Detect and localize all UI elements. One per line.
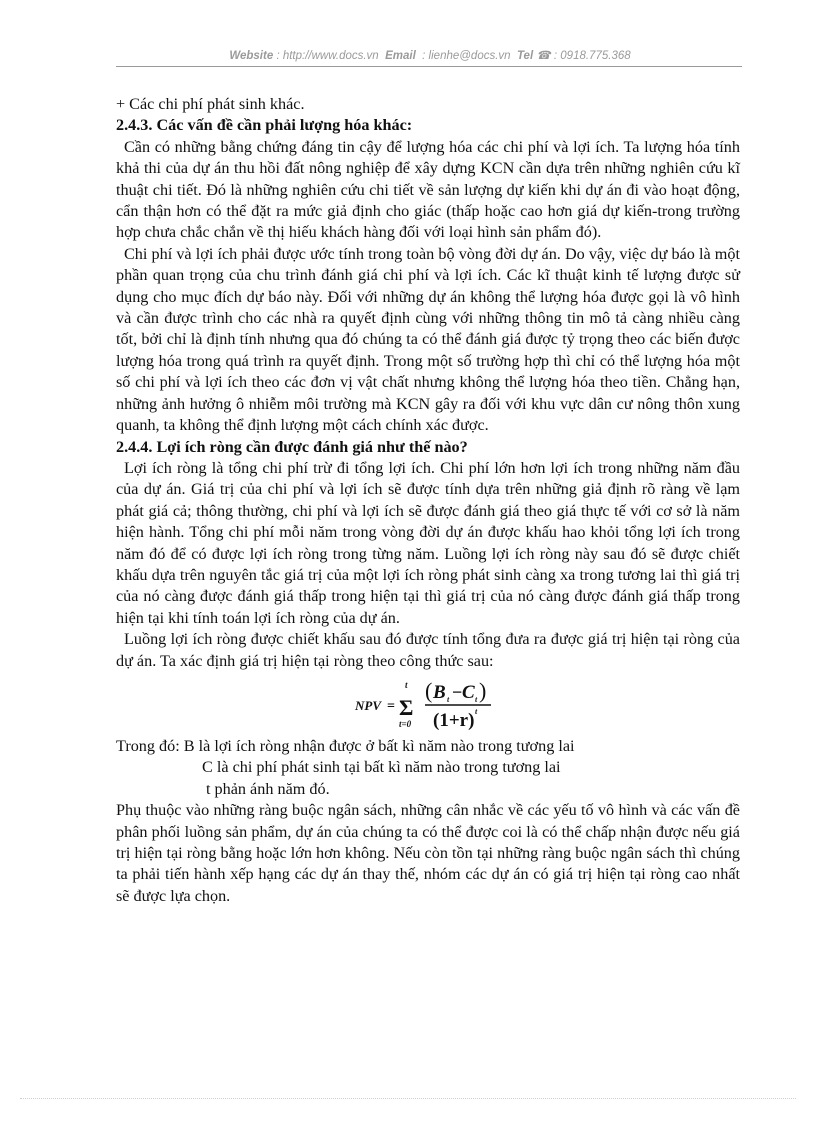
email-label: Email bbox=[385, 50, 416, 62]
website-value: : http://www.docs.vn bbox=[276, 50, 379, 62]
definition-b: Trong đó: B là lợi ích ròng nhận được ở bất kì năm nào trong tương lai bbox=[116, 736, 575, 755]
npv-formula bbox=[116, 672, 740, 736]
formula-upper-limit: t bbox=[405, 679, 408, 690]
formula-denominator: (1+r) bbox=[433, 709, 475, 731]
paragraph-decision: Phụ thuộc vào những ràng buộc ngân sách, những cân nhắc về các yếu tố vô hình và các vấn đề phân phối luồng sản phẩm, dự án của chúng ta có thể được coi là có thể chấp nhận được nếu giá trị hiện tại ròng bằng hoặc lớn hơn không. Nếu còn tồn tại những ràng buộc ngân sách thì chúng ta phải tiến hành xếp hạng các dự án thay thế, nhóm các dự án có giá trị hiện tại ròng cao nhất sẽ được lựa chọn. bbox=[116, 801, 740, 905]
formula-sigma: Σ bbox=[399, 694, 414, 720]
definition-c: C là chi phí phát sinh tại bất kì năm nào trong tương lai bbox=[202, 758, 561, 777]
tel-value: : 0918.775.368 bbox=[553, 50, 631, 62]
formula-num-close: ) bbox=[479, 677, 487, 703]
phone-icon: ☎ bbox=[536, 50, 551, 62]
document-body bbox=[116, 94, 740, 907]
formula-lhs: NPV bbox=[355, 697, 381, 713]
formula-num-b: B bbox=[433, 681, 446, 703]
email-value: : lienhe@docs.vn bbox=[422, 50, 511, 62]
formula-den-exponent: t bbox=[475, 706, 478, 716]
formula-num-minus: − bbox=[452, 681, 463, 702]
paragraph-forecasting: Chi phí và lợi ích phải được ước tính trong toàn bộ vòng đời dự án. Do vậy, việc dự báo là một phần quan trọng của chu trình đánh giá chi phí và lợi ích. Các kĩ thuật kinh tế lượng được sử dụng cho mục đích dự báo này. Đối với những dự án không thể lượng hóa được gọi là vô hình và cần được trình cho các nhà ra quyết định cùng với những thông tin mô tả càng nhiều càng tốt, bởi chỉ là định tính nhưng qua đó chúng ta có thể đánh giá được tỷ trọng theo các biến được lượng hóa trong quá trình ra quyết định. Trong một số trường hợp thì chỉ có thể lượng hóa một số chi phí và lợi ích theo các đơn vị vật chất nhưng không thể lượng hóa theo tiền. Chẳng hạn, những ảnh hưởng ô nhiễm môi trường mà KCN gây ra đối với khu vực dân cư nông thôn xung quanh, ta không thể định lượng một cách chính xác được. bbox=[116, 244, 740, 435]
section-heading-2-4-4: 2.4.4. Lợi ích ròng cần được đánh giá như thế nào? bbox=[116, 437, 468, 456]
formula-equals: = bbox=[387, 698, 395, 714]
formula-numerator bbox=[425, 678, 486, 704]
section-heading-2-4-3: 2.4.3. Các vấn đề cần phải lượng hóa khác: bbox=[116, 116, 413, 135]
footer-divider bbox=[20, 1098, 796, 1099]
paragraph-npv-intro: Luồng lợi ích ròng được chiết khấu sau đó được tính tổng đưa ra được giá trị hiện tại ròng của dự án. Ta xác định giá trị hiện tại ròng theo công thức sau: bbox=[116, 630, 740, 670]
formula-num-sub-t2: t bbox=[475, 694, 478, 704]
paragraph-net-benefit: Lợi ích ròng là tổng chi phí trừ đi tổng lợi ích. Chi phí lớn hơn lợi ích trong những năm đầu của dự án. Giá trị của chi phí và lợi ích sẽ được tính dựa trên những giả định rõ ràng về lạm phát giá cả; thông thường, chi phí và lợi ích sẽ được đánh giá theo giá thực tế với cơ sở là năm hiện hành. Tổng chi phí mỗi năm trong vòng đời dự án được khấu hao khỏi tổng lợi ích trong năm đó để có được lợi ích ròng trong từng năm. Luồng lợi ích ròng này sau đó sẽ được chiết khấu dựa trên nguyên tắc giá trị của một lợi ích ròng phát sinh càng xa trong tương lai thì giá trị của nó càng được đánh giá thấp trong hiện tại thì giá trị của nó càng được đánh giá thấp trong hiện tại khi tính toán lợi ích ròng của dự án. bbox=[116, 458, 740, 627]
header-divider bbox=[116, 66, 742, 67]
page-header bbox=[120, 48, 740, 62]
npv-formula-graphic bbox=[353, 673, 503, 735]
other-costs-line: + Các chi phí phát sinh khác. bbox=[116, 95, 305, 113]
paragraph-quantification: Cần có những bằng chứng đáng tin cậy để lượng hóa các chi phí và lợi ích. Ta lượng hóa tính khả thi của dự án thu hồi đất nông nghiệp để xây dựng KCN cần dựa trên những nghiên cứu kĩ thuật chi tiết. Đó là những nghiên cứu chi tiết về sản lượng dự kiến khi dự án đi vào hoạt động, cẩn thận hơn có thể đặt ra mức giả định cho giác (thấp hoặc cao hơn giá dự kiến-trong trường hợp chưa chắc chắn về thị hiếu khách hàng đối với loại hình sản phẩm đó). bbox=[116, 137, 740, 242]
definition-t: t phản ánh năm đó. bbox=[206, 779, 330, 798]
formula-num-sub-t1: t bbox=[447, 694, 450, 704]
tel-label: Tel bbox=[516, 50, 534, 62]
website-label: Website bbox=[229, 50, 274, 62]
formula-num-c: C bbox=[462, 681, 475, 703]
formula-lower-limit: t=0 bbox=[399, 718, 412, 729]
formula-num-open: ( bbox=[425, 677, 433, 703]
